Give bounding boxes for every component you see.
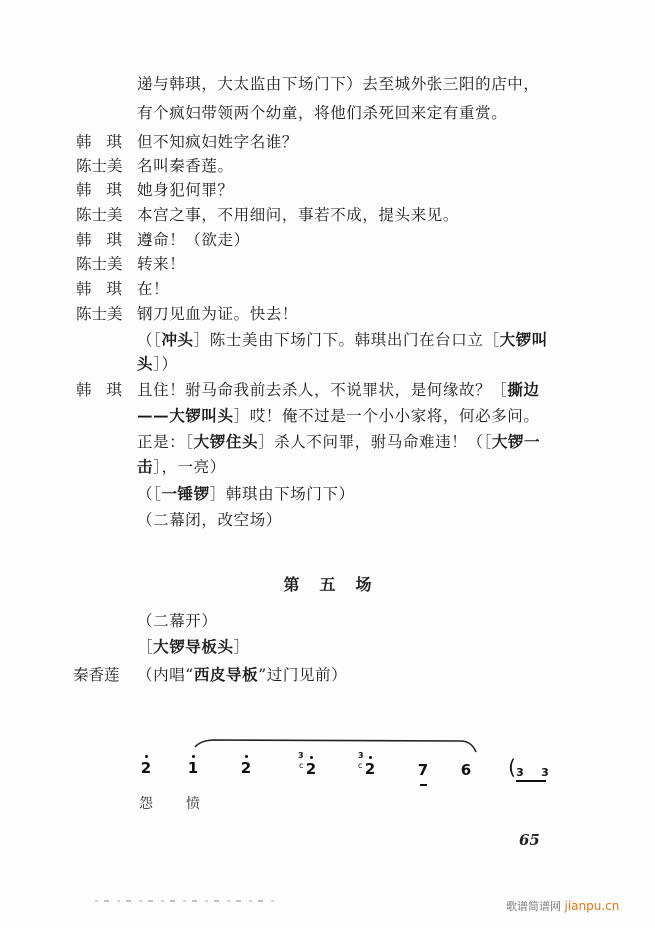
sd-text: ］陈士美由下场门下。韩琪出门在台口立［: [193, 331, 500, 349]
note: 6: [460, 761, 472, 779]
grace-note: 3: [298, 751, 304, 760]
curtain-direction: （二幕开）: [137, 612, 218, 630]
note: 2: [240, 759, 252, 777]
octave-line-icon: [420, 784, 427, 786]
grace-slur-icon: c: [358, 761, 363, 770]
monologue-text: 正是：［: [137, 433, 194, 451]
note: 1: [187, 759, 199, 777]
monologue-text: ］，一亮）: [153, 458, 226, 476]
percussion-cue: 撕边: [507, 380, 540, 399]
sd-text: （［: [137, 485, 162, 503]
monologue-text: ］杀人不问罪，驸马命难违！（［: [258, 433, 492, 451]
continuation-line-2: 有个疯妇带领两个幼童，将他们杀死回来定有重赏。: [137, 104, 508, 122]
beam-line-icon: [516, 780, 546, 782]
percussion-cue: 大锣住头: [193, 432, 259, 451]
sd-text: ］韩琪由下场门下）: [209, 485, 355, 503]
continuation-line-1: 递与韩琪，大太监由下场门下）去至城外张三阳的店中，: [137, 75, 540, 93]
speaker-chen-shimei: 陈士美: [76, 255, 123, 273]
speaker-qin-xianglian: 秦香莲: [73, 666, 120, 684]
percussion-cue: ——大锣叫头: [137, 406, 234, 425]
sd-text: （内唱“: [137, 666, 194, 684]
bracket: ］: [233, 638, 250, 656]
dialogue-line: 转来！: [137, 255, 186, 273]
note: 3: [541, 766, 549, 779]
dialogue-line: 名叫秦香莲。: [137, 157, 234, 175]
sd-text: ”过门见前）: [258, 666, 348, 684]
speaker-han-qi: 韩琪: [76, 280, 138, 298]
watermark: [506, 898, 619, 914]
dialogue-line: 遵命！（欲走）: [137, 231, 250, 249]
note: 7: [417, 761, 429, 779]
grace-note: 3: [358, 751, 364, 760]
percussion-cue: 一锤锣: [161, 484, 210, 503]
dialogue-line: 钢刀见血为证。快去！: [137, 305, 299, 323]
dialogue-line: 她身犯何罪？: [137, 181, 234, 199]
page-number: 65: [519, 831, 540, 849]
lyric-syllable: 怨: [139, 796, 153, 812]
dialogue-line: 在！: [137, 280, 170, 298]
speaker-chen-shimei: 陈士美: [76, 157, 123, 175]
speaker-han-qi: 韩琪: [76, 133, 138, 151]
monologue-text: 且住！驸马命我前去杀人，不说罪状，是何缘故？［: [137, 381, 508, 399]
speaker-han-qi: 韩琪: [76, 381, 138, 399]
speaker-chen-shimei: 陈士美: [76, 305, 123, 323]
sd-text: ］）: [153, 355, 178, 373]
percussion-cue: 冲头: [161, 330, 194, 349]
stage-direction: （二幕闭，改空场）: [137, 511, 282, 529]
aria-type: 西皮导板: [193, 665, 259, 684]
sd-text: （［: [137, 331, 162, 349]
dialogue-line: 但不知疯妇姓字名谁？: [137, 133, 299, 151]
speaker-han-qi: 韩琪: [76, 231, 138, 249]
percussion-cue: 大锣一: [491, 432, 541, 451]
lyric-syllable: 愤: [186, 796, 200, 812]
percussion-cue: 大锣叫: [499, 330, 548, 349]
percussion-cue: 大锣导板头: [153, 637, 234, 656]
dialogue-line: 本宫之事，不用细问，事若不成，提头来见。: [137, 206, 460, 224]
note: 2: [305, 760, 317, 778]
open-paren: (: [508, 755, 516, 779]
speaker-chen-shimei: 陈士美: [76, 206, 123, 224]
note: 3: [516, 766, 524, 779]
watermark-site: jianpu.cn: [564, 899, 620, 913]
speaker-han-qi: 韩琪: [76, 181, 138, 199]
monologue-text: ］哎！俺不过是一个小小家将，何必多问。: [233, 407, 540, 425]
watermark-name: 歌谱简谱网: [506, 900, 561, 913]
scene-title: 第五场: [283, 575, 392, 594]
scan-artifact: [95, 900, 275, 902]
note: 2: [140, 759, 152, 777]
grace-slur-icon: c: [299, 761, 304, 770]
percussion-cue: 头: [137, 354, 154, 373]
note: 2: [364, 760, 376, 778]
percussion-cue: 击: [137, 457, 154, 476]
bracket: ［: [137, 638, 154, 656]
